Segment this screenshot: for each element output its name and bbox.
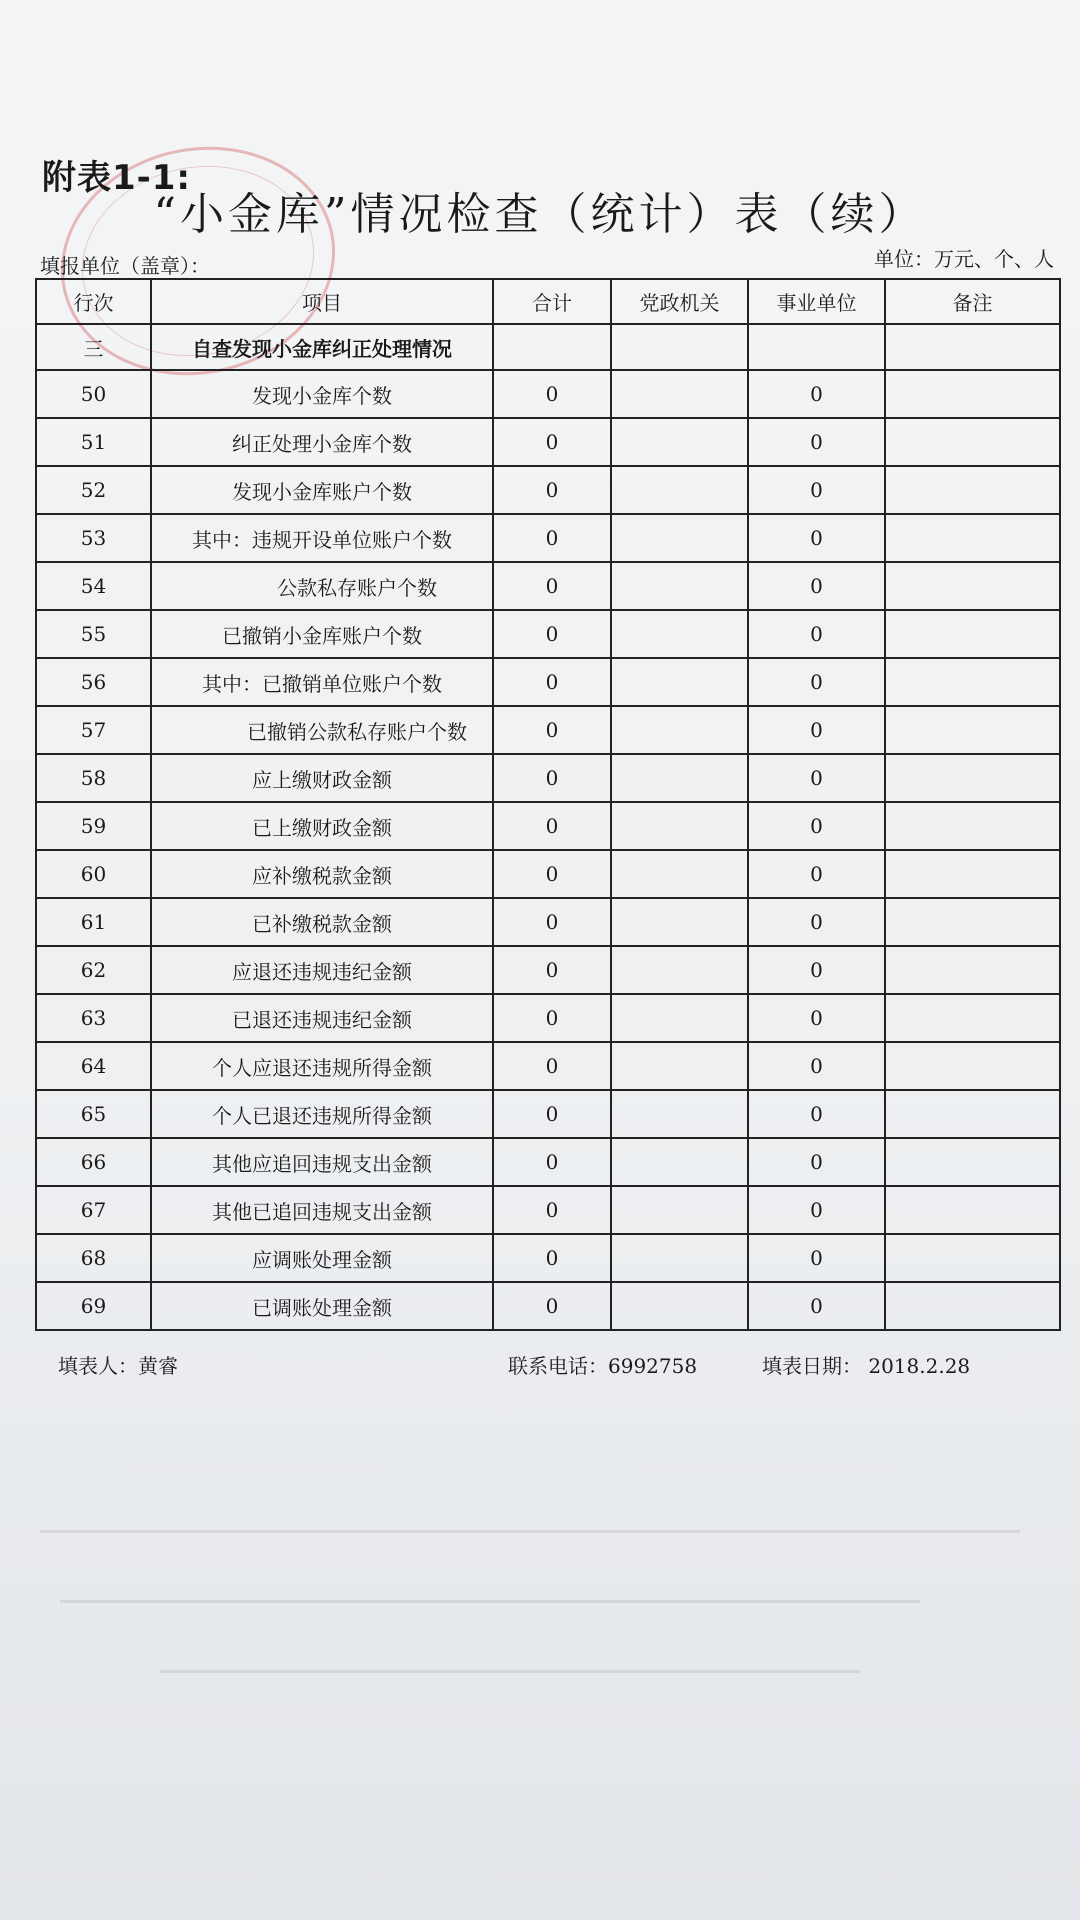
row-no: 53 — [36, 514, 151, 562]
table-row — [36, 946, 1060, 994]
col-header-institution: 事业单位 — [748, 279, 885, 324]
table-row — [36, 1282, 1060, 1330]
row-item: 个人已退还违规所得金额 — [151, 1090, 493, 1138]
row-institution: 0 — [748, 370, 885, 418]
row-note — [885, 658, 1060, 706]
row-total: 0 — [493, 1138, 611, 1186]
row-institution: 0 — [748, 898, 885, 946]
row-total: 0 — [493, 1186, 611, 1234]
row-no: 51 — [36, 418, 151, 466]
row-party — [611, 1186, 748, 1234]
table-row — [36, 562, 1060, 610]
row-note — [885, 946, 1060, 994]
row-item: 已调账处理金额 — [151, 1282, 493, 1330]
row-total: 0 — [493, 658, 611, 706]
row-no: 60 — [36, 850, 151, 898]
bleed-through-line — [60, 1600, 920, 1603]
table-row — [36, 994, 1060, 1042]
col-header-item: 项目 — [151, 279, 493, 324]
row-total: 0 — [493, 994, 611, 1042]
row-institution: 0 — [748, 994, 885, 1042]
row-note — [885, 706, 1060, 754]
contact-phone: 联系电话：6992758 — [508, 1354, 698, 1378]
unit-label: 单位：万元、个、人 — [874, 247, 1054, 271]
row-party — [611, 1282, 748, 1330]
row-party — [611, 994, 748, 1042]
table-row — [36, 370, 1060, 418]
form-code: 附表1-1: — [42, 158, 192, 198]
row-party — [611, 802, 748, 850]
row-institution: 0 — [748, 946, 885, 994]
row-total: 0 — [493, 418, 611, 466]
row-note — [885, 370, 1060, 418]
row-note — [885, 1138, 1060, 1186]
row-note — [885, 514, 1060, 562]
table-row — [36, 1090, 1060, 1138]
row-institution: 0 — [748, 1234, 885, 1282]
row-party — [611, 706, 748, 754]
row-total: 0 — [493, 1042, 611, 1090]
bleed-through-line — [40, 1530, 1020, 1533]
row-note — [885, 1090, 1060, 1138]
table-row — [36, 418, 1060, 466]
row-item: 应退还违规违纪金额 — [151, 946, 493, 994]
row-no: 59 — [36, 802, 151, 850]
col-header-note: 备注 — [885, 279, 1060, 324]
row-no: 57 — [36, 706, 151, 754]
col-header-party: 党政机关 — [611, 279, 748, 324]
row-total: 0 — [493, 706, 611, 754]
row-item: 其他已追回违规支出金额 — [151, 1186, 493, 1234]
row-party — [611, 466, 748, 514]
row-total: 0 — [493, 1090, 611, 1138]
row-institution: 0 — [748, 754, 885, 802]
row-party — [611, 610, 748, 658]
row-institution: 0 — [748, 850, 885, 898]
row-party — [611, 418, 748, 466]
row-no: 66 — [36, 1138, 151, 1186]
table-header-row — [36, 279, 1060, 324]
table-row — [36, 850, 1060, 898]
row-institution: 0 — [748, 706, 885, 754]
col-header-row-no: 行次 — [36, 279, 151, 324]
row-note — [885, 1234, 1060, 1282]
statistics-table — [35, 278, 1061, 1331]
row-institution: 0 — [748, 1282, 885, 1330]
table-row — [36, 802, 1060, 850]
row-item: 已撤销公款私存账户个数 — [151, 706, 493, 754]
table-row — [36, 1042, 1060, 1090]
row-no: 62 — [36, 946, 151, 994]
row-party — [611, 1042, 748, 1090]
table-row — [36, 514, 1060, 562]
row-note — [885, 994, 1060, 1042]
row-institution: 0 — [748, 514, 885, 562]
row-item: 纠正处理小金库个数 — [151, 418, 493, 466]
row-total: 0 — [493, 1282, 611, 1330]
filler-name: 填表人：黄睿 — [58, 1354, 178, 1378]
row-institution: 0 — [748, 1042, 885, 1090]
table-row — [36, 1138, 1060, 1186]
row-item: 已撤销小金库账户个数 — [151, 610, 493, 658]
row-total: 0 — [493, 946, 611, 994]
row-item: 应上缴财政金额 — [151, 754, 493, 802]
row-no: 65 — [36, 1090, 151, 1138]
row-party — [611, 1234, 748, 1282]
row-institution: 0 — [748, 1090, 885, 1138]
row-total: 0 — [493, 370, 611, 418]
row-note — [885, 466, 1060, 514]
row-note — [885, 1186, 1060, 1234]
table-row — [36, 898, 1060, 946]
row-no: 63 — [36, 994, 151, 1042]
table-row — [36, 706, 1060, 754]
row-no: 67 — [36, 1186, 151, 1234]
row-item: 应补缴税款金额 — [151, 850, 493, 898]
table-row — [36, 610, 1060, 658]
row-no: 52 — [36, 466, 151, 514]
row-item: 公款私存账户个数 — [151, 562, 493, 610]
section-title: 自查发现小金库纠正处理情况 — [151, 324, 493, 370]
section-row — [36, 324, 1060, 370]
row-institution: 0 — [748, 466, 885, 514]
table-row — [36, 658, 1060, 706]
cell — [885, 324, 1060, 370]
col-header-total: 合计 — [493, 279, 611, 324]
row-total: 0 — [493, 802, 611, 850]
row-institution: 0 — [748, 418, 885, 466]
row-total: 0 — [493, 514, 611, 562]
row-no: 64 — [36, 1042, 151, 1090]
row-note — [885, 610, 1060, 658]
row-note — [885, 418, 1060, 466]
row-item: 已上缴财政金额 — [151, 802, 493, 850]
row-party — [611, 946, 748, 994]
row-item: 发现小金库个数 — [151, 370, 493, 418]
fill-date: 填表日期： 2018.2.28 — [762, 1354, 971, 1378]
row-no: 54 — [36, 562, 151, 610]
table-row — [36, 1186, 1060, 1234]
row-party — [611, 514, 748, 562]
row-total: 0 — [493, 850, 611, 898]
row-item: 已补缴税款金额 — [151, 898, 493, 946]
row-total: 0 — [493, 754, 611, 802]
row-institution: 0 — [748, 658, 885, 706]
row-item: 其中：已撤销单位账户个数 — [151, 658, 493, 706]
row-note — [885, 898, 1060, 946]
row-total: 0 — [493, 562, 611, 610]
fill-unit-label: 填报单位（盖章）： — [40, 254, 210, 278]
row-note — [885, 802, 1060, 850]
row-institution: 0 — [748, 802, 885, 850]
table-row — [36, 466, 1060, 514]
row-no: 68 — [36, 1234, 151, 1282]
row-item: 其中：违规开设单位账户个数 — [151, 514, 493, 562]
row-no: 61 — [36, 898, 151, 946]
row-item: 已退还违规违纪金额 — [151, 994, 493, 1042]
row-no: 56 — [36, 658, 151, 706]
row-institution: 0 — [748, 1186, 885, 1234]
row-party — [611, 370, 748, 418]
table-row — [36, 754, 1060, 802]
section-no: 三 — [36, 324, 151, 370]
table-row — [36, 1234, 1060, 1282]
document-title: “小金库”情况检查（统计）表（续） — [153, 189, 927, 240]
bleed-through-line — [160, 1670, 860, 1673]
row-note — [885, 562, 1060, 610]
row-total: 0 — [493, 898, 611, 946]
row-no: 69 — [36, 1282, 151, 1330]
row-total: 0 — [493, 610, 611, 658]
row-note — [885, 1282, 1060, 1330]
cell — [611, 324, 748, 370]
row-note — [885, 754, 1060, 802]
row-item: 发现小金库账户个数 — [151, 466, 493, 514]
row-total: 0 — [493, 1234, 611, 1282]
row-no: 50 — [36, 370, 151, 418]
row-party — [611, 1138, 748, 1186]
row-party — [611, 658, 748, 706]
cell — [493, 324, 611, 370]
row-institution: 0 — [748, 1138, 885, 1186]
row-party — [611, 562, 748, 610]
row-party — [611, 754, 748, 802]
row-no: 55 — [36, 610, 151, 658]
row-item: 其他应追回违规支出金额 — [151, 1138, 493, 1186]
row-institution: 0 — [748, 562, 885, 610]
row-party — [611, 898, 748, 946]
row-party — [611, 850, 748, 898]
row-no: 58 — [36, 754, 151, 802]
row-item: 个人应退还违规所得金额 — [151, 1042, 493, 1090]
row-party — [611, 1090, 748, 1138]
row-item: 应调账处理金额 — [151, 1234, 493, 1282]
cell — [748, 324, 885, 370]
row-note — [885, 850, 1060, 898]
row-total: 0 — [493, 466, 611, 514]
row-note — [885, 1042, 1060, 1090]
row-institution: 0 — [748, 610, 885, 658]
